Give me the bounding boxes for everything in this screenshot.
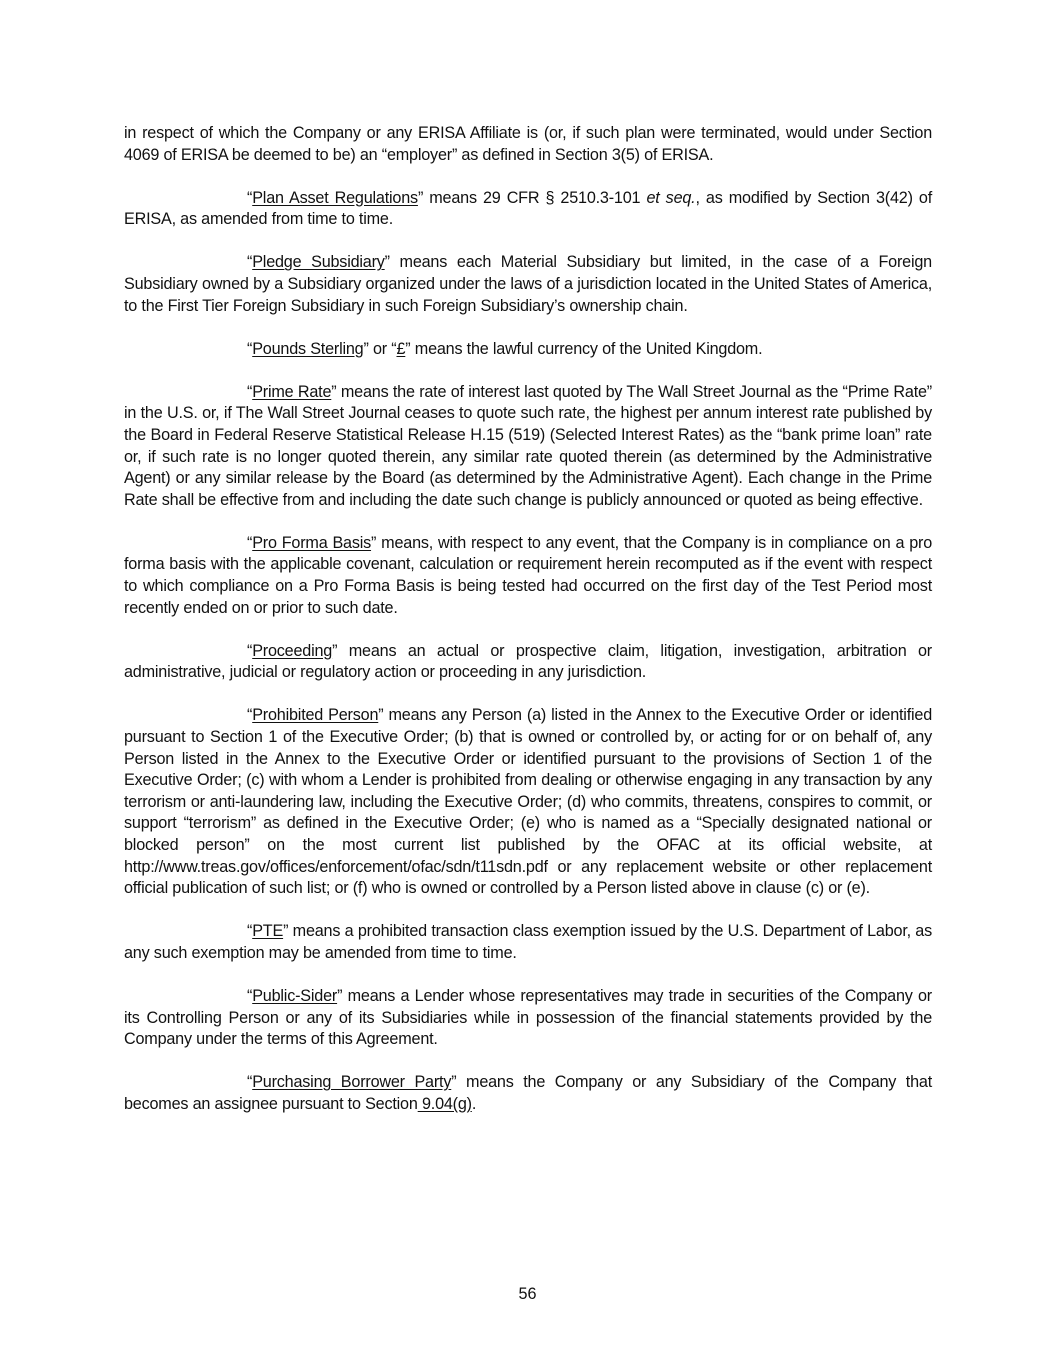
definition-paragraph-erisa-cont — [124, 123, 932, 166]
paragraph-text: ” means, with respect to any event, that the Company is in compliance on a pro forma basis with the applicable covenant, calculation or requirement herein recomputed as if the event with respect to which compliance on a Pro Forma Basis is being tested had occurred on the first day of the Test Period most recently ended on or prior to such date. — [124, 533, 932, 617]
paragraph-text: “ — [247, 641, 253, 660]
paragraph-text: ” means a prohibited transaction class exemption issued by the U.S. Department of Labor, as any such exemption may be amended from time to time. — [124, 922, 932, 962]
definition-paragraph-prime-rate — [124, 382, 932, 512]
defined-term: £ — [396, 339, 406, 358]
defined-term: Pledge Subsidiary — [252, 253, 385, 272]
defined-term: Proceeding — [252, 641, 333, 660]
definition-paragraph-purchasing-borrower-party — [124, 1072, 932, 1115]
definition-paragraph-pledge-subsidiary — [124, 252, 932, 317]
paragraph-text: “ — [247, 253, 253, 272]
definition-paragraph-plan-asset-regulations — [124, 188, 932, 231]
defined-term: PTE — [252, 922, 284, 941]
definition-paragraph-pounds-sterling — [124, 339, 932, 361]
paragraph-text: ” means any Person (a) listed in the Annex to the Executive Order or identified pursuant to Section 1 of the Executive Order; (b) that is owned or controlled by, or acting for or on behalf of, any Person listed in the Annex to the Executive Order or identified pursuant to the provisions of Section 1 of the Executive Order; (c) with whom a Lender is prohibited from dealing or otherwise engaging in any transaction by any terrorism or anti-laundering law, including the Executive Order; (d) who commits, threatens, conspires to commit, or support “terrorism” as defined in the Executive Order; (e) who is named as a “Specially designated national or blocked person” on the most current list published by the OFAC at its official website, at http://www.treas.gov/offices/enforcement/ofac/sdn/t11sdn.pdf or any replacement website or other replacement official publication of such list; or (f) who is owned or controlled by a Person listed above in clause (c) or (e). — [124, 706, 933, 898]
defined-term: Public-Sider — [252, 986, 338, 1005]
defined-term: Prohibited Person — [252, 706, 379, 725]
definition-paragraph-pte — [124, 921, 932, 964]
definition-paragraph-public-sider — [124, 986, 932, 1051]
paragraph-text: “ — [247, 339, 253, 358]
definition-paragraph-proceeding — [124, 641, 932, 684]
paragraph-text: ” means a Lender whose representatives may trade in securities of the Company or its Controlling Person or any of its Subsidiaries while in possession of the financial statements provided by the Company under the terms of this Agreement. — [124, 986, 932, 1049]
paragraph-text: ” means the Company or any Subsidiary of the Company that becomes an assignee pursuant to Section — [124, 1073, 932, 1113]
paragraph-text: ” means each Material Subsidiary but limited, in the case of a Foreign Subsidiary owned by a Subsidiary organized under the laws of a jurisdiction located in the United States of America, to the First Tier Foreign Subsidiary in such Foreign Subsidiary’s ownership chain. — [124, 253, 932, 315]
definition-paragraph-prohibited-person — [124, 705, 932, 899]
paragraph-text: “ — [247, 986, 253, 1005]
paragraph-text: in respect of which the Company or any ERISA Affiliate is (or, if such plan were terminated, would under Section 4069 of ERISA be deemed to be) an “employer” as defined in Section 3(5) of ERISA. — [124, 124, 932, 164]
paragraph-text: ” or “ — [363, 339, 397, 358]
paragraph-text: ” means an actual or prospective claim, litigation, investigation, arbitration or administrative, judicial or regulatory action or proceeding in any jurisdiction. — [124, 641, 932, 682]
definitions-body — [124, 123, 932, 1115]
paragraph-text: . — [471, 1094, 477, 1113]
defined-term: 9.04(g) — [417, 1094, 472, 1113]
defined-term: Purchasing Borrower Party — [252, 1073, 452, 1092]
defined-term: Pounds Sterling — [252, 339, 364, 358]
italic-text: et seq. — [646, 188, 696, 207]
paragraph-text: ” means the lawful currency of the United Kingdom. — [405, 339, 763, 358]
paragraph-text: ” means 29 CFR § 2510.3-101 — [417, 188, 647, 207]
paragraph-text: “ — [247, 533, 253, 552]
paragraph-text: “ — [247, 1073, 253, 1092]
defined-term: Plan Asset Regulations — [252, 188, 418, 207]
paragraph-text: “ — [247, 188, 253, 207]
defined-term: Pro Forma Basis — [252, 533, 372, 552]
paragraph-text: ” means the rate of interest last quoted by The Wall Street Journal as the “Prime Rate” in the U.S. or, if The Wall Street Journal ceases to quote such rate, the highest per annum interest rate published by the Board in Federal Reserve Statistical Release H.15 (519) (Selected Interest Rates) as the “bank prime loan” rate or, if such rate is no longer quoted therein, any similar rate quoted therein (as determined by the Administrative Agent) or any similar release by the Board (as determined by the Administrative Agent). Each change in the Prime Rate shall be effective from and including the date such change is publicly announced or quoted as being effective. — [124, 382, 932, 509]
page-number: 56 — [518, 1285, 537, 1303]
paragraph-text: “ — [247, 922, 253, 941]
document-page — [124, 123, 932, 1137]
paragraph-text: “ — [247, 382, 253, 401]
defined-term: Prime Rate — [252, 382, 332, 401]
definition-paragraph-pro-forma-basis — [124, 533, 932, 619]
paragraph-text: “ — [247, 706, 253, 725]
paragraph-text: , as modified by Section 3(42) of ERISA, as amended from time to time. — [124, 188, 932, 229]
